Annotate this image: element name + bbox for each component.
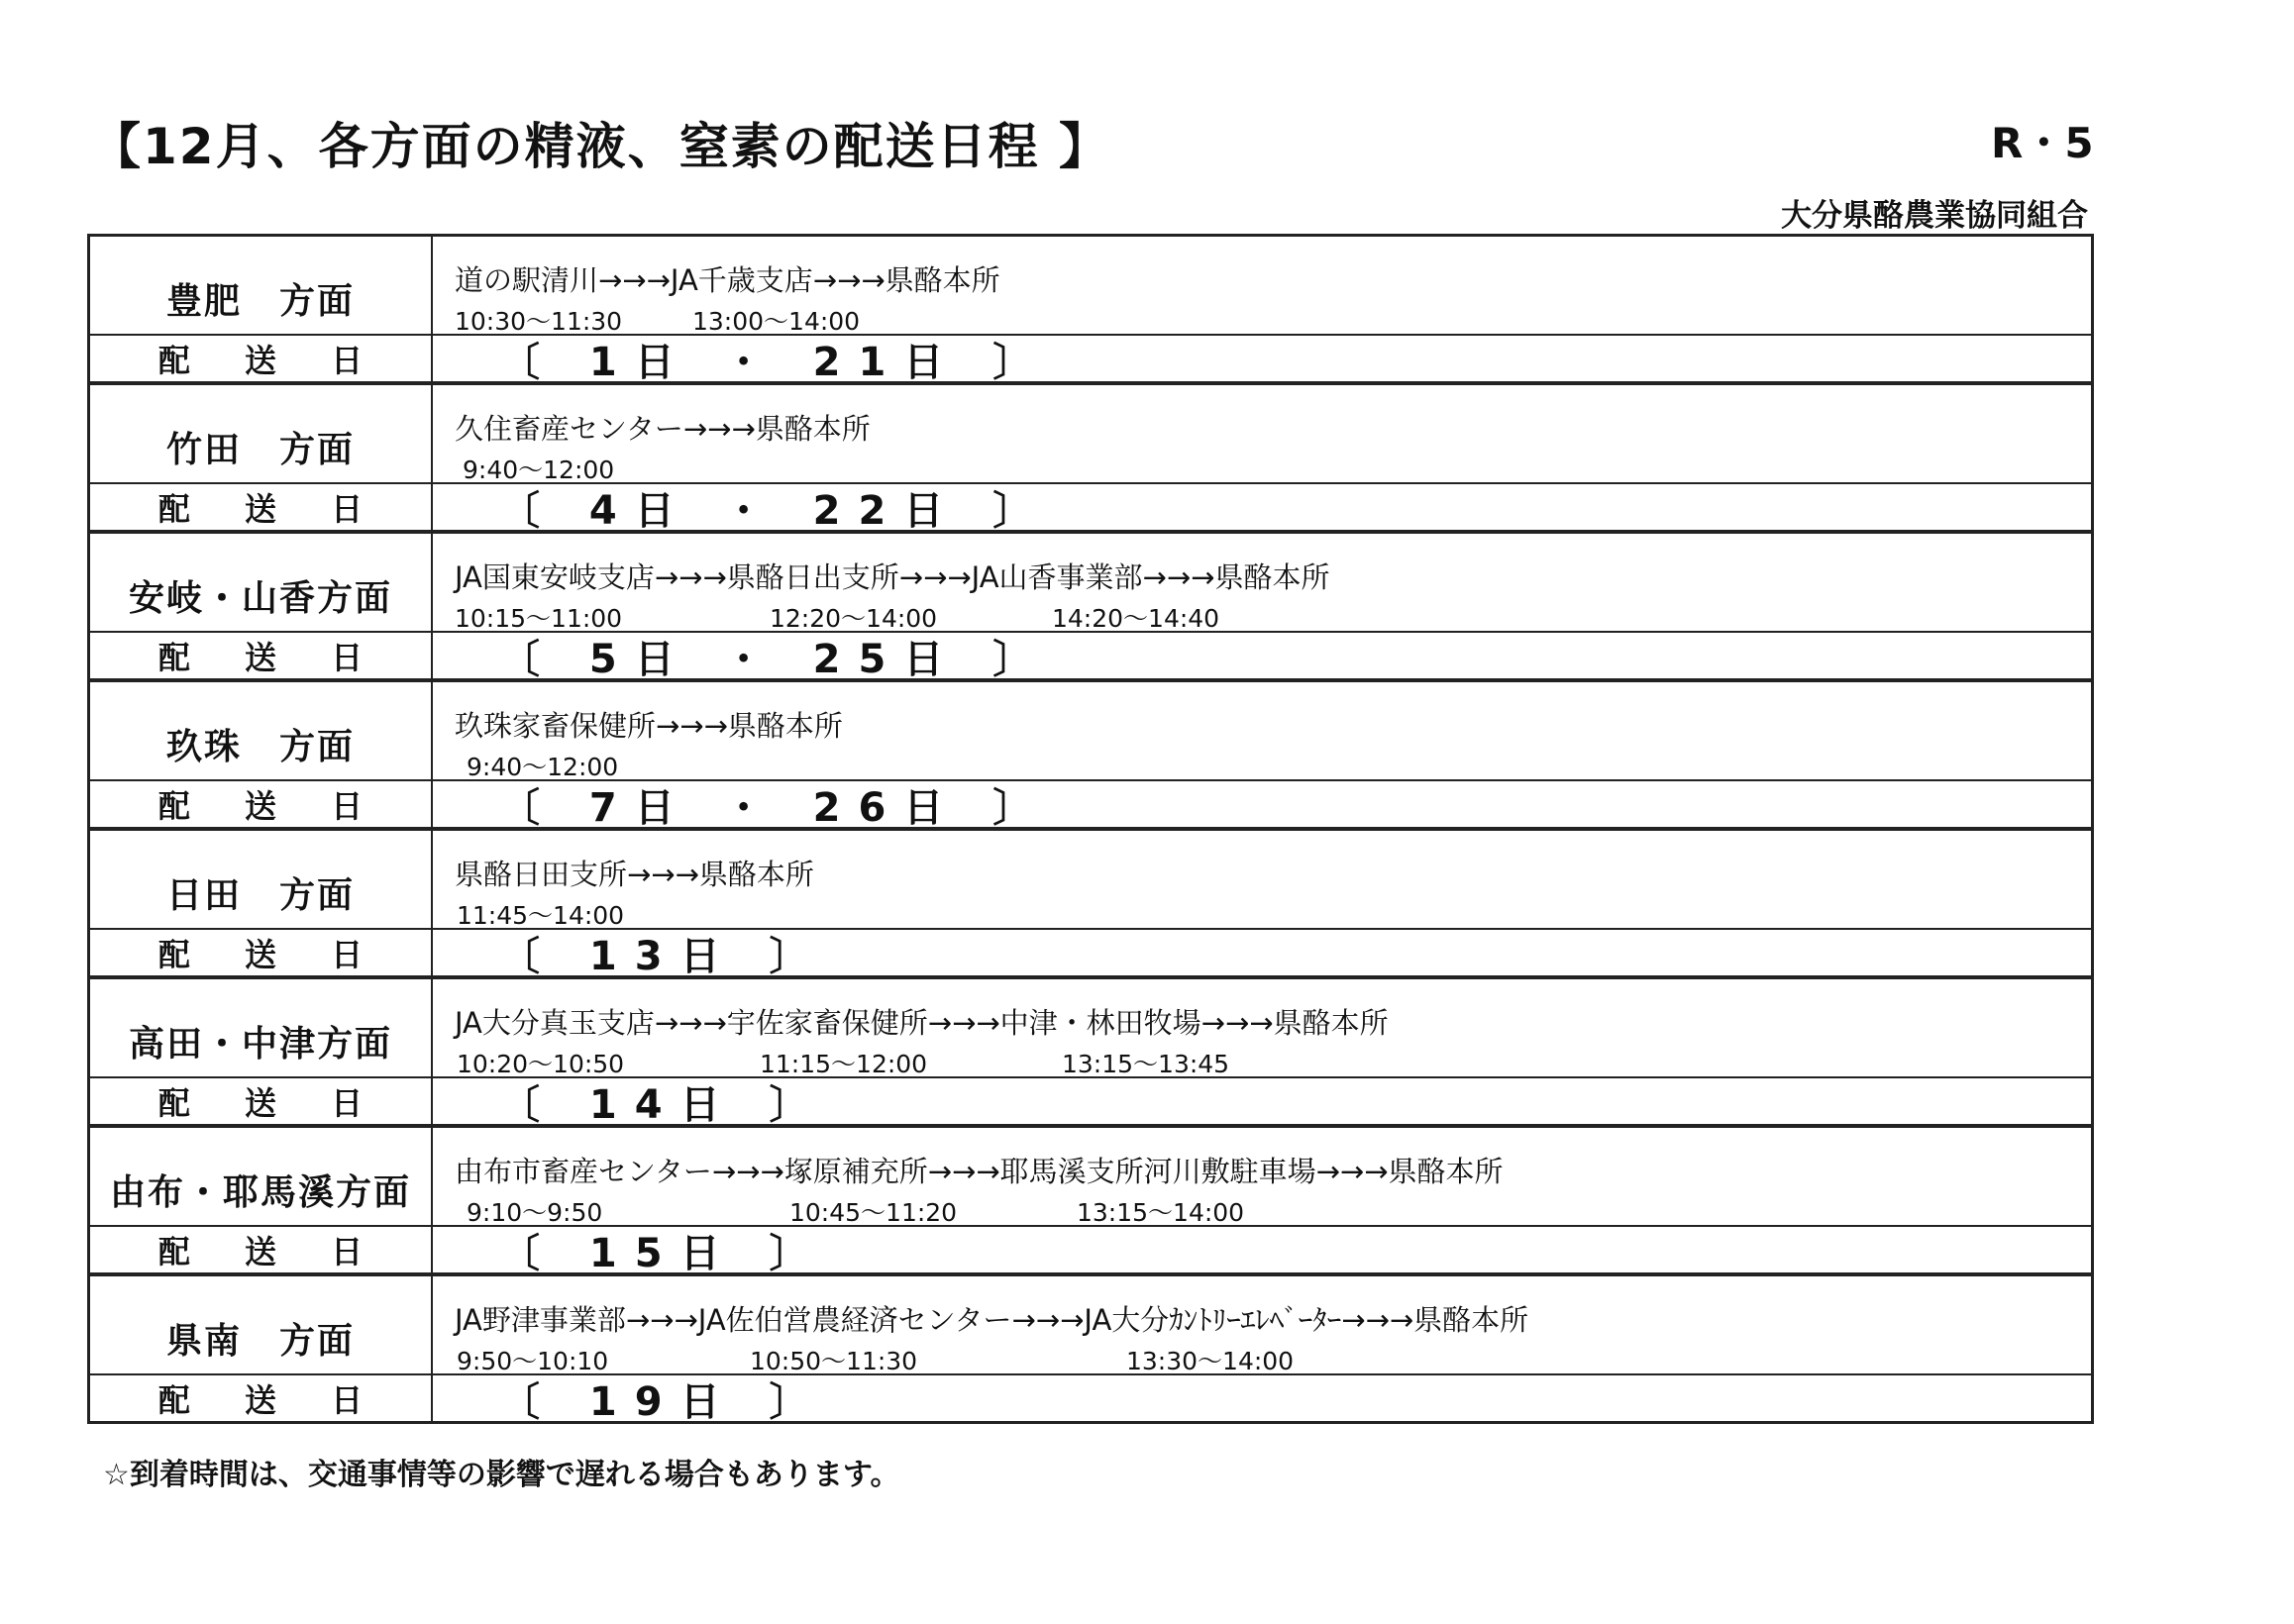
area-name: 由布・耶馬溪方面 — [90, 1128, 433, 1227]
time-slot: 9:40～12:00 — [467, 753, 619, 781]
time-slot: 11:45～14:00 — [457, 901, 625, 930]
schedule-block-taketa — [90, 385, 2091, 534]
time-slot: 10:45～11:20 — [789, 1198, 958, 1227]
delivery-date-value: 〔 1日 ・ 21日 〕 — [500, 339, 1051, 385]
schedule-block-hita — [90, 831, 2091, 979]
route-text: JA国東安岐支店→→→県酪日出支所→→→JA山香事業部→→→県酪本所 — [455, 560, 1330, 594]
time-slot: 9:50～10:10 — [457, 1347, 609, 1375]
time-slot: 13:15～14:00 — [1077, 1198, 1245, 1227]
area-name: 県南 方面 — [90, 1276, 433, 1375]
delivery-date-value: 〔 7日 ・ 26日 〕 — [500, 784, 1051, 831]
area-name: 高田・中津方面 — [90, 979, 433, 1078]
area-name: 安岐・山香方面 — [90, 534, 433, 633]
route-text: JA大分真玉支店→→→宇佐家畜保健所→→→中津・林田牧場→→→県酪本所 — [455, 1006, 1389, 1040]
route-cell — [433, 534, 2091, 633]
time-slot: 10:20～10:50 — [457, 1050, 625, 1078]
delivery-date-label: 配 送 日 — [90, 633, 433, 678]
delivery-date-value: 〔 4日 ・ 22日 〕 — [500, 487, 1051, 534]
time-slot: 14:20～14:40 — [1052, 604, 1220, 633]
route-cell — [433, 1128, 2091, 1227]
time-slot: 10:30～11:30 — [455, 307, 623, 336]
page-title: 【12月、各方面の精液、窒素の配送日程 】 — [91, 118, 1110, 175]
schedule-block-takada-nakatsu — [90, 979, 2091, 1128]
delivery-date-value: 〔 13日 〕 — [500, 933, 827, 979]
delivery-date-value: 〔 14日 〕 — [500, 1081, 827, 1128]
delivery-date-label: 配 送 日 — [90, 781, 433, 827]
route-cell — [433, 682, 2091, 781]
schedule-block-houhi — [90, 237, 2091, 385]
document-code: R・5 — [1991, 119, 2094, 167]
delivery-date-label: 配 送 日 — [90, 930, 433, 975]
time-slot: 9:10～9:50 — [467, 1198, 603, 1227]
route-text: 県酪日田支所→→→県酪本所 — [455, 858, 814, 891]
time-slot: 13:15～13:45 — [1062, 1050, 1230, 1078]
route-cell — [433, 237, 2091, 336]
schedule-block-yufu-yabakei — [90, 1128, 2091, 1276]
time-slot: 13:30～14:00 — [1126, 1347, 1295, 1375]
route-cell — [433, 831, 2091, 930]
time-slot: 11:15～12:00 — [760, 1050, 928, 1078]
footnote: ☆到着時間は、交通事情等の影響で遅れる場合もあります。 — [103, 1458, 900, 1492]
delivery-date-label: 配 送 日 — [90, 336, 433, 381]
route-cell — [433, 385, 2091, 484]
schedule-block-kennan — [90, 1276, 2091, 1425]
delivery-date-label: 配 送 日 — [90, 484, 433, 530]
delivery-date-label: 配 送 日 — [90, 1375, 433, 1421]
route-text: JA野津事業部→→→JA佐伯営農経済センター→→→JA大分ｶﾝﾄﾘｰｴﾚﾍﾞｰﾀｰ→→→県酪本所 — [455, 1303, 1529, 1337]
route-text: 由布市畜産センター→→→塚原補充所→→→耶馬溪支所河川敷駐車場→→→県酪本所 — [455, 1155, 1504, 1188]
time-slot: 9:40～12:00 — [463, 456, 615, 484]
delivery-date-value: 〔 15日 〕 — [500, 1230, 827, 1276]
delivery-date-value: 〔 5日 ・ 25日 〕 — [500, 636, 1051, 682]
organization-name: 大分県酪農業協同組合 — [1781, 198, 2088, 234]
delivery-date-value: 〔 19日 〕 — [500, 1378, 827, 1425]
time-slot: 13:00～14:00 — [692, 307, 861, 336]
route-cell — [433, 979, 2091, 1078]
delivery-date-label: 配 送 日 — [90, 1078, 433, 1124]
area-name: 玖珠 方面 — [90, 682, 433, 781]
time-slot: 10:15～11:00 — [455, 604, 623, 633]
route-text: 道の駅清川→→→JA千歳支店→→→県酪本所 — [455, 263, 1000, 297]
route-text: 久住畜産センター→→→県酪本所 — [455, 412, 871, 446]
route-text: 玖珠家畜保健所→→→県酪本所 — [455, 709, 843, 743]
time-slot: 10:50～11:30 — [750, 1347, 918, 1375]
area-name: 豊肥 方面 — [90, 237, 433, 336]
schedule-block-aki-yamaga — [90, 534, 2091, 682]
delivery-schedule-table — [87, 234, 2094, 1424]
time-slot: 12:20～14:00 — [770, 604, 938, 633]
area-name: 日田 方面 — [90, 831, 433, 930]
schedule-block-kusu — [90, 682, 2091, 831]
delivery-date-label: 配 送 日 — [90, 1227, 433, 1272]
area-name: 竹田 方面 — [90, 385, 433, 484]
route-cell — [433, 1276, 2091, 1375]
